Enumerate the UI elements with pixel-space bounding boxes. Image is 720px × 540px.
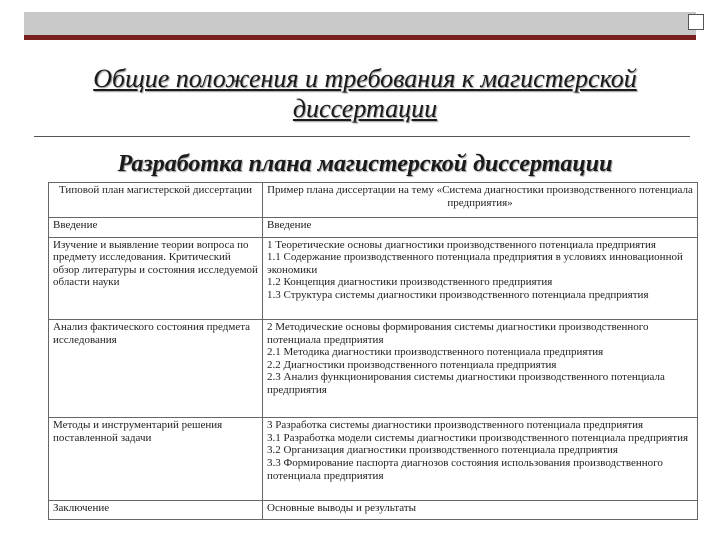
plan-item: 2 Методические основы формирования системы диагностики производственного потенциала предприятия [267, 321, 649, 346]
row-left-cell: Заключение [49, 500, 263, 520]
plan-table [48, 182, 698, 520]
plan-item: 1.1 Содержание производственного потенциала предприятия в условиях инновационной экономики [267, 251, 683, 276]
plan-item: 2.3 Анализ функционирования системы диагностики производственного потенциала предприятия [267, 371, 665, 396]
plan-item: 2.2 Диагностики производственного потенциала предприятия [267, 358, 557, 371]
header-cell-example-plan: Пример плана диссертации на тему «Система диагностики производственного потенциала предприятия» [263, 183, 698, 218]
plan-item: 3.1 Разработка модели системы диагностики производственного потенциала предприятия [267, 431, 689, 444]
plan-item: 3 Разработка системы диагностики производственного потенциала предприятия [267, 419, 644, 432]
row-right-cell [263, 320, 698, 418]
table-row [49, 237, 698, 319]
row-left-cell: Изучение и выявление теории вопроса по предмету исследования. Критический обзор литературы и состояния исследуемой области науки [49, 237, 263, 319]
table-header-row [49, 183, 698, 218]
row-left-cell: Введение [49, 218, 263, 237]
plan-item: 3.3 Формирование паспорта диагнозов состояния использования производственного потенциала предприятия [267, 456, 663, 482]
slide-header-bar [24, 12, 696, 40]
slide-title: Общие положения и требования к магистерской диссертации [93, 64, 637, 123]
row-right-cell [263, 218, 698, 237]
slide-subtitle: Разработка плана магистерской диссертации [117, 151, 613, 177]
plan-item: 2.1 Методика диагностики производственного потенциала предприятия [267, 346, 604, 359]
table-row [49, 500, 698, 520]
table-row [49, 218, 698, 237]
plan-item: 1 Теоретические основы диагностики производственного потенциала предприятия [267, 238, 656, 251]
header-square-icon [688, 14, 704, 30]
table-row [49, 418, 698, 500]
title-divider [34, 136, 690, 137]
plan-item: 1.2 Концепция диагностики производственного предприятия [267, 276, 553, 289]
plan-item: Основные выводы и результаты [267, 501, 417, 514]
row-right-cell [263, 237, 698, 319]
plan-item: Введение [267, 219, 312, 232]
row-right-cell [263, 418, 698, 500]
plan-item: 1.3 Структура системы диагностики производственного потенциала предприятия [267, 289, 649, 302]
plan-item: 3.2 Организация диагностики производственного потенциала предприятия [267, 444, 618, 457]
row-right-cell [263, 500, 698, 520]
header-cell-typical-plan: Типовой план магистерской диссертации [49, 183, 263, 218]
row-left-cell: Анализ фактического состояния предмета исследования [49, 320, 263, 418]
row-left-cell: Методы и инструментарий решения поставленной задачи [49, 418, 263, 500]
table-row [49, 320, 698, 418]
